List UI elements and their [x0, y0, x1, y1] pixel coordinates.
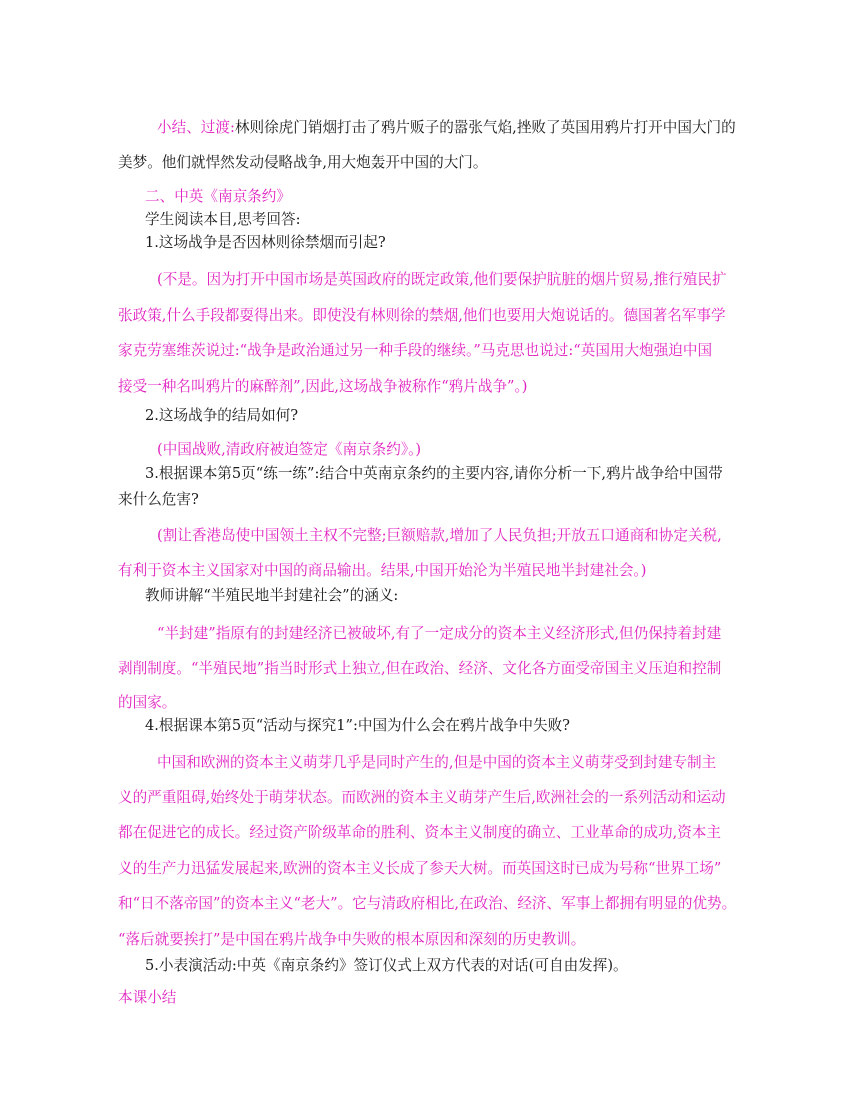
intro-text: 学生阅读本目,思考回答: [145, 211, 301, 228]
answer-4-line-6: “落后就要挨打”是中国在鸦片战争中失败的根本原因和深刻的历史教训。 [118, 931, 586, 948]
question-3-line-2: 来什么危害? [118, 491, 199, 508]
summary-line-1 [157, 118, 736, 138]
question-1: 1.这场战争是否因林则徐禁烟而引起? [145, 234, 386, 251]
closing-heading: 本课小结 [118, 989, 177, 1006]
explain-line-1: “半封建”指原有的封建经济已被破坏,有了一定成分的资本主义经济形式,但仍保持着封建 [157, 625, 722, 642]
answer-4-line-2: 义的严重阻碍,始终处于萌芽状态。而欧洲的资本主义萌芽产生后,欧洲社会的一系列活动和运动 [118, 789, 726, 806]
answer-1-line-3: 家克劳塞维茨说过:“战争是政治通过另一种手段的继续。”马克思也说过:“英国用大炮强迫中国 [118, 342, 713, 359]
answer-4-line-5: 和“日不落帝国”的资本主义“老大”。它与清政府相比,在政治、经济、军事上都拥有明显的优势。 [118, 895, 737, 912]
answer-4-line-1: 中国和欧洲的资本主义萌芽几乎是同时产生的,但是中国的资本主义萌芽受到封建专制主 [157, 754, 717, 771]
summary-label: 小结、过渡: [157, 119, 235, 136]
section-title: 二、中英《南京条约》 [145, 188, 291, 205]
question-5: 5.小表演活动:中英《南京条约》签订仪式上双方代表的对话(可自由发挥)。 [145, 957, 628, 974]
answer-4-line-4: 义的生产力迅猛发展起来,欧洲的资本主义长成了参天大树。而英国这时已成为号称“世界工场” [118, 860, 722, 877]
answer-1-line-4: 接受一种名叫鸦片的麻醉剂”,因此,这场战争被称作“鸦片战争”。) [118, 378, 528, 395]
answer-3-line-2: 有利于资本主义国家对中国的商品输出。结果,中国开始沦为半殖民地半封建社会。) [118, 562, 647, 579]
teacher-explain: 教师讲解“半殖民地半封建社会”的涵义: [145, 587, 399, 604]
answer-2: (中国战败,清政府被迫签定《南京条约》。) [157, 441, 422, 458]
answer-1-line-1: (不是。因为打开中国市场是英国政府的既定政策,他们要保护肮脏的烟片贸易,推行殖民扩 [157, 271, 727, 288]
question-4: 4.根据课本第5页“活动与探究1”:中国为什么会在鸦片战争中失败? [145, 717, 571, 734]
explain-line-3: 的国家。 [118, 694, 177, 711]
question-2: 2.这场战争的结局如何? [145, 407, 299, 424]
summary-line-2: 美梦。他们就悍然发动侵略战争,用大炮轰开中国的大门。 [118, 154, 488, 171]
answer-3-line-1: (割让香港岛使中国领土主权不完整;巨额赔款,增加了人民负担;开放五口通商和协定关税, [157, 527, 722, 544]
answer-1-line-2: 张政策,什么手段都耍得出来。即使没有林则徐的禁烟,他们也要用大炮说话的。德国著名军事学 [118, 307, 726, 324]
question-3-line-1: 3.根据课本第5页“练一练”:结合中英南京条约的主要内容,请你分析一下,鸦片战争给中国带 [145, 465, 723, 482]
summary-text: 林则徐虎门销烟打击了鸦片贩子的嚣张气焰,挫败了英国用鸦片打开中国大门的 [234, 119, 736, 136]
explain-line-2: 剥削制度。“半殖民地”指当时形式上独立,但在政治、经济、文化各方面受帝国主义压迫和控制 [118, 660, 722, 677]
answer-4-line-3: 都在促进它的成长。经过资产阶级革命的胜利、资本主义制度的确立、工业革命的成功,资本主 [118, 824, 721, 841]
